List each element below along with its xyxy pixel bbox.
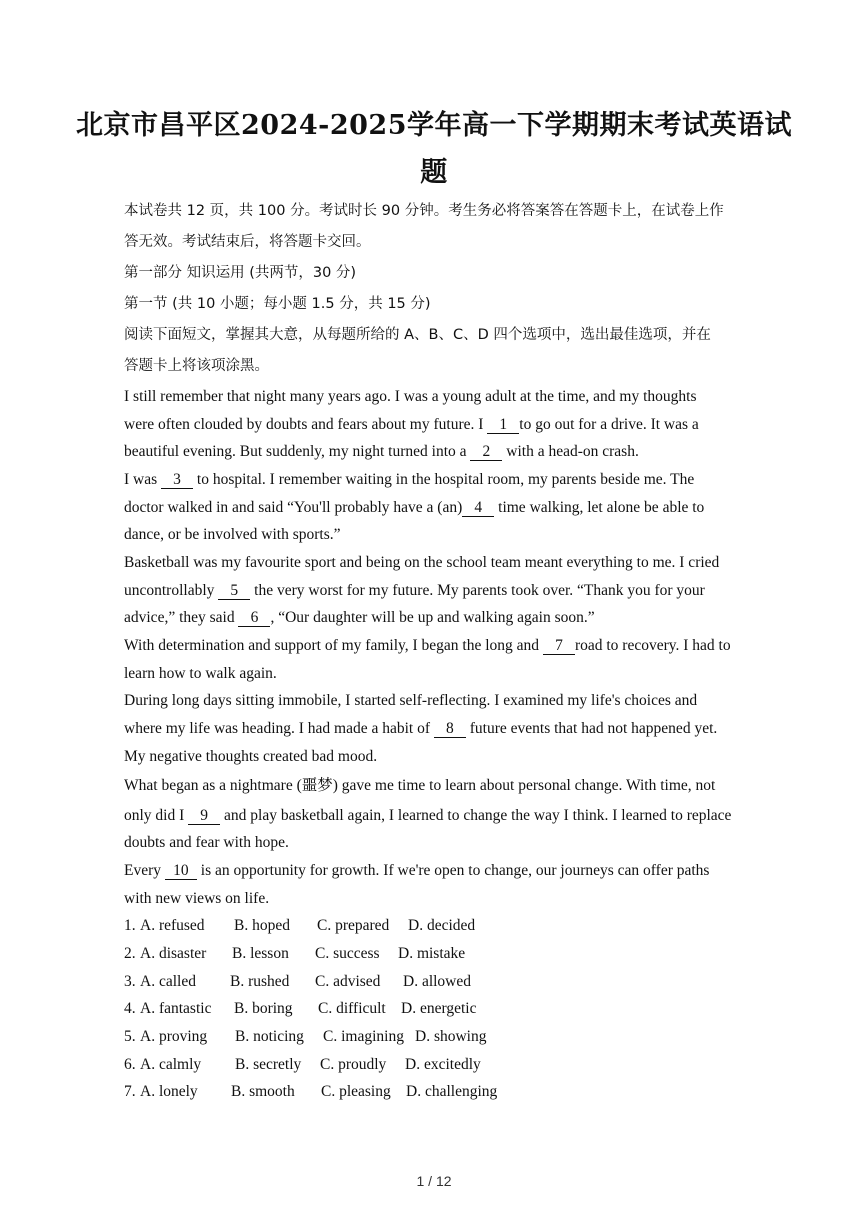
section-heading: 第一节 (共 10 小题；每小题 1.5 分，共 15 分) xyxy=(124,296,431,312)
passage-text: Every xyxy=(124,862,165,879)
option-c: C. difficult xyxy=(318,1000,386,1017)
passage-text: and play basketball again, I learned to change the way I think. I learned to replace xyxy=(220,807,732,824)
option-b: B. noticing xyxy=(235,1028,304,1045)
option-d: D. decided xyxy=(408,917,476,934)
option-d: D. mistake xyxy=(398,945,466,962)
passage-text: is an opportunity for growth. If we're open to change, our journeys can offer paths xyxy=(196,862,710,879)
question-number: 7. xyxy=(124,1083,136,1100)
question-5-options xyxy=(124,1027,486,1047)
option-a: A. disaster xyxy=(140,945,207,962)
option-a: A. fantastic xyxy=(140,1000,212,1017)
passage-line: learn how to walk again. xyxy=(124,665,277,682)
option-b: B. rushed xyxy=(230,973,290,990)
passage-line xyxy=(124,806,731,826)
passage-text: to go out for a drive. It was a xyxy=(519,416,699,433)
option-c: C. proudly xyxy=(320,1056,387,1073)
passage-line: with new views on life. xyxy=(124,890,270,907)
question-7-options xyxy=(124,1082,497,1102)
blank-9: 9 xyxy=(188,807,220,825)
directions-line-1: 阅读下面短文，掌握其大意，从每题所给的 A、B、C、D 四个选项中，选出最佳选项，并在 xyxy=(124,327,711,343)
option-a: A. called xyxy=(140,973,196,990)
exam-title-line-1: 北京市昌平区2024-2025学年高一下学期期末考试英语试 xyxy=(76,110,792,141)
question-4-options xyxy=(124,999,476,1019)
passage-line xyxy=(124,498,704,518)
passage-line xyxy=(124,861,709,881)
question-number: 5. xyxy=(124,1028,136,1045)
directions-line-2: 答题卡上将该项涂黑。 xyxy=(124,358,269,374)
option-b: B. boring xyxy=(234,1000,293,1017)
passage-line xyxy=(124,636,731,656)
blank-5: 5 xyxy=(218,582,250,600)
option-b: B. secretly xyxy=(235,1056,302,1073)
option-b: B. hoped xyxy=(234,917,290,934)
question-number: 3. xyxy=(124,973,136,990)
passage-line xyxy=(124,415,699,435)
question-number: 2. xyxy=(124,945,136,962)
passage-line: I still remember that night many years ago. I was a young adult at the time, and my thoughts xyxy=(124,388,697,405)
blank-2: 2 xyxy=(470,443,502,461)
question-number: 6. xyxy=(124,1056,136,1073)
passage-line: My negative thoughts created bad mood. xyxy=(124,748,378,765)
passage-line: doubts and fear with hope. xyxy=(124,834,289,851)
passage-line: During long days sitting immobile, I started self-reflecting. I examined my life's choices and xyxy=(124,692,698,709)
part-heading: 第一部分 知识运用 (共两节，30 分) xyxy=(124,265,357,281)
blank-4: 4 xyxy=(462,499,494,517)
option-a: A. lonely xyxy=(140,1083,198,1100)
passage-text: future events that had not happened yet. xyxy=(465,720,718,737)
option-c: C. imagining xyxy=(323,1028,404,1045)
passage-line xyxy=(124,581,705,601)
option-c: C. success xyxy=(315,945,380,962)
passage-text: uncontrollably xyxy=(124,582,219,599)
option-a: A. proving xyxy=(140,1028,208,1045)
option-b: B. lesson xyxy=(232,945,289,962)
option-a: A. refused xyxy=(140,917,205,934)
instructions-line-1: 本试卷共 12 页，共 100 分。考试时长 90 分钟。考生务必将答案答在答题卡上，在试卷上作 xyxy=(124,203,724,219)
page-number: 1 / 12 xyxy=(416,1173,452,1189)
passage-text: With determination and support of my family, I began the long and xyxy=(124,637,543,654)
passage-line xyxy=(124,608,595,628)
passage-text: , “Our daughter will be up and walking again soon.” xyxy=(270,609,595,626)
instructions-line-2: 答无效。考试结束后，将答题卡交回。 xyxy=(124,234,371,250)
passage-line xyxy=(124,470,694,490)
question-number: 4. xyxy=(124,1000,136,1017)
passage-line: dance, or be involved with sports.” xyxy=(124,526,341,543)
passage-text: time walking, let alone be able to xyxy=(494,499,705,516)
passage-line xyxy=(124,719,717,739)
option-d: D. showing xyxy=(415,1028,487,1045)
passage-text: to hospital. I remember waiting in the hospital room, my parents beside me. The xyxy=(193,471,695,488)
passage-line: Basketball was my favourite sport and being on the school team meant everything to me. I cried xyxy=(124,554,720,571)
option-b: B. smooth xyxy=(231,1083,295,1100)
passage-text: the very worst for my future. My parents took over. “Thank you for your xyxy=(250,582,705,599)
passage-line xyxy=(124,442,639,462)
option-d: D. allowed xyxy=(403,973,472,990)
blank-10: 10 xyxy=(165,862,197,880)
passage-text: where my life was heading. I had made a habit of xyxy=(124,720,434,737)
blank-1: 1 xyxy=(487,416,519,434)
passage-text: road to recovery. I had to xyxy=(574,637,731,654)
blank-3: 3 xyxy=(161,471,193,489)
passage-text: I was xyxy=(124,471,162,488)
passage-text: with a head-on crash. xyxy=(502,443,639,460)
question-3-options xyxy=(124,972,471,992)
option-d: D. energetic xyxy=(401,1000,477,1017)
option-c: C. advised xyxy=(315,973,381,990)
question-6-options xyxy=(124,1055,481,1075)
option-a: A. calmly xyxy=(140,1056,202,1073)
passage-line: What began as a nightmare (噩梦) gave me time to learn about personal change. With time, not xyxy=(124,777,716,794)
exam-title-line-2: 题 xyxy=(420,157,448,188)
passage-text: doctor walked in and said “You'll probably have a (an) xyxy=(124,499,463,516)
option-c: C. pleasing xyxy=(321,1083,391,1100)
question-2-options xyxy=(124,944,465,964)
blank-7: 7 xyxy=(543,637,575,655)
passage-text: advice,” they said xyxy=(124,609,239,626)
passage-text: beautiful evening. But suddenly, my night turned into a xyxy=(124,443,471,460)
passage-text: only did I xyxy=(124,807,189,824)
option-d: D. challenging xyxy=(406,1083,498,1100)
question-1-options xyxy=(124,916,475,936)
blank-6: 6 xyxy=(238,609,270,627)
question-number: 1. xyxy=(124,917,136,934)
passage-text: were often clouded by doubts and fears about my future. I xyxy=(124,416,488,433)
blank-8: 8 xyxy=(434,720,466,738)
option-c: C. prepared xyxy=(317,917,390,934)
option-d: D. excitedly xyxy=(405,1056,481,1073)
